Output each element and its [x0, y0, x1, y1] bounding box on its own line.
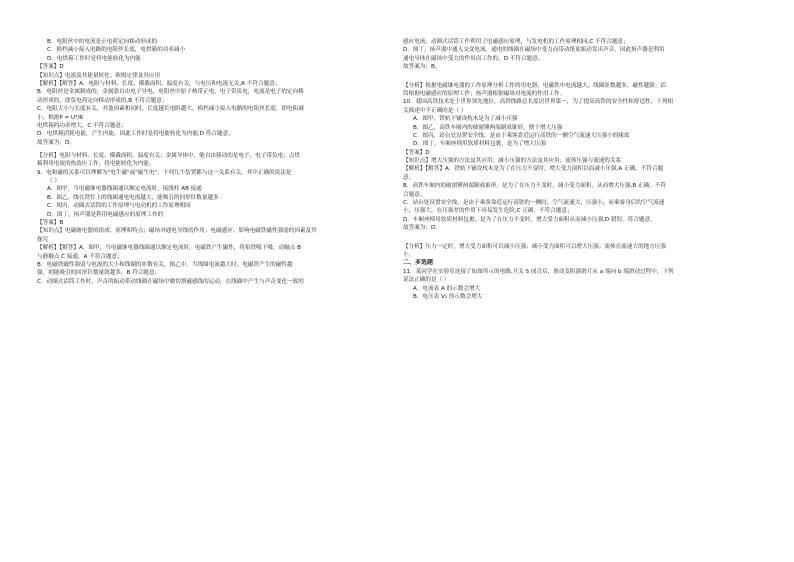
text-line: A．电流表 A 的示数会增大 — [413, 285, 481, 292]
text-line: 故答案为：B。 — [403, 64, 441, 71]
text-line: 动形成的，即负电荷定向移动形成的,B 不符合题意； — [37, 97, 168, 104]
text-line: 【分析】根据电磁继电器的工作原理分析工作的用电器；电磁铁中电流越大，线圈匝数越多，磁性越强；话 — [403, 82, 666, 89]
text-line: 【答案】B — [37, 220, 64, 226]
text-line: 【解析】【解答】A．铁轨下铺设枕木是为了在压力不变时，增大受力面积以而减小压强,A 正确，不符合题 — [403, 166, 664, 173]
text-line: C．站台处设置安全线，是由于乘客靠近运行高铁的一侧时，空气流速大，压强小，而乘客身后的空气流速 — [403, 200, 665, 207]
text-line: D．图丁，扬声器是利用电磁感应的原理工作的 — [47, 211, 164, 218]
right-column — [403, 38, 753, 301]
text-line: C．图丙，站台处设置安全线，是由于乘客靠近运行高铁的一侧空气流速大压强小的缘故 — [413, 132, 630, 139]
text-line: （ ） — [47, 178, 60, 185]
text-line: 小。 — [403, 251, 415, 258]
text-line: A．图甲，铁轨下铺设枕木是为了减小压强 — [413, 116, 518, 123]
text-line: B．电阻丝中的电流是正电荷定向移动形成的 — [47, 39, 158, 45]
text-line: 【答案】D — [37, 64, 64, 71]
text-line: 合题意； — [403, 191, 426, 198]
text-line: 故答案为：D。 — [37, 139, 75, 146]
text-line: 探究 — [37, 236, 49, 243]
text-line: C．电阻大小与长度有关，其他因素相同时，长度越长电阻越大，换档减小接入电路的电阻丝长度，即电阻减 — [37, 106, 304, 113]
text-line: 说法正确的是（ ） — [403, 277, 450, 284]
text-line: B．高铁车厢内的破窗锤两端制成锥形，是为了在压力不变时，减小受力面积，从而增大压强,B 正确，不符 — [403, 183, 666, 190]
text-line: 【分析】压力一定时，增大受力面积可以减小压强；减小受力面积可以增大压强；流体在流速大的地方压强 — [403, 243, 666, 250]
text-line: C．图丙，动圈式话筒的工作原理与电动机的工作原理相同 — [47, 203, 191, 210]
text-line: C．动圈式话筒工作时，声音的振动带动线圈在磁场中做切割磁感线的运动，在线圈中产生与声音变化一致的 — [37, 278, 304, 285]
text-line: 意； — [403, 174, 415, 181]
text-line: 小，根据P = U²/R — [37, 114, 84, 121]
text-line: 与静触点 C 接通，A 不符合题意； — [37, 253, 123, 260]
text-line: 通电导体在磁场中受力的作用而工作的，D 不符合题意。 — [403, 55, 544, 62]
text-line: 【解析】【解答】A．图甲，当电磁继电器线圈通以额定电流时，电磁铁产生磁性，将衔铁吸下吸，动触点 B — [37, 245, 301, 252]
text-line: 10．我国高铁技术处于世界领先地位，高铁线路总长度居世界第一，为了提高高铁的安全性和舒适性，下列相 — [403, 99, 674, 106]
text-line: D．电烘箱消耗电能，产生内能，因此工作时是将电能转化为内能,D 符合题意。 — [37, 131, 234, 138]
text-line: B．电压表 V₂ 的示数会增大 — [413, 293, 483, 300]
text-line: 【知识点】电磁继电器的组成、原理和特点；磁场对通电导线的作用；电磁感应；影响电磁铁磁性强弱的因素及其 — [37, 228, 317, 235]
text-line: 小，压强大，在压强差的作用下容易发生危险,C 正确，不符合题意； — [403, 208, 573, 215]
text-line: 感应电流，动圈式话筒工作利用了电磁感应原理，与发电机的工作原理相同,C 不符合题意； — [403, 39, 629, 45]
text-line: B．电阻丝是金属制成的，金属靠自由电子导电，电阻丝中原子核带正电，电子带负电，电流是电子的定向移 — [37, 89, 304, 96]
text-line: C．换档减小接入电路的电阻丝长度，电烘箱的功率减小 — [47, 47, 186, 54]
text-line: 电烘箱的功率增大，C 不符合题意； — [37, 122, 127, 129]
text-line: B．图乙，线在铁钉上的线圈通电电流越大，能吸引的回形针数量越多 — [47, 194, 219, 201]
text-line: 【答案】D — [403, 149, 430, 156]
text-line: 关描述中不正确的是（ ） — [403, 107, 467, 114]
text-line: 【知识点】电流及其能量转化；欧姆定律及其应用 — [37, 72, 161, 79]
text-line: 筒根据电磁感应的原理工作；扬声器根据磁场对电流的作用工作。 — [403, 90, 566, 97]
text-line: B．电磁铁磁性强弱与电流的大小和线圈的匝数有关，图乙中，当线圈电流越大时，电磁铁产生的磁性越 — [37, 261, 293, 268]
text-line: D．图丁，扬声器中通入交变电流，通电的线圈在磁场中受力而带动纸盆振动发出声音，因此扬声器是利用 — [403, 47, 665, 54]
text-line: 强，则能吸引的回形针数量就越多，B 符合题意； — [37, 270, 161, 277]
text-line: B．图乙，高铁车厢内的破窗锤两端制成锥形，便于增大压强 — [413, 124, 563, 131]
text-line: 【分析】电阻与材料、长度、横截面积、温度有关；金属导体中，能自由移动的是电子，电子带负电；点烘 — [37, 152, 300, 159]
section-heading: 二、多选题 — [403, 259, 434, 267]
text-line: D．电烘箱工作时是将电能转化为内能 — [47, 55, 141, 62]
text-line: 故答案为：D。 — [403, 225, 441, 232]
text-line: 9．电和磁的关系可以理解为"电生磁"或"磁生电"，下列几个装置都与这一关系有关，其中正确的说法是 — [37, 169, 292, 176]
text-line: D．车厢座椅用软质材料包裹，是为了在压力不变时，增大受力面积从而减小压强,D 错误，符合题意。 — [403, 216, 656, 223]
spacer — [403, 233, 753, 243]
text-line: 【解析】【解答】A．电阻与材料、长度、横截面积、温度有关，与电压和电流无关,A 不符合题意； — [37, 80, 281, 87]
text-line: 11．某同学在实验室连接了如图所示的电路,开关 S 闭合后，滑动变阻器滑片从 a 端向 b 端滑动过程中，下列 — [403, 268, 674, 275]
text-line: 【知识点】增大压强的方法及其应用；减小压强的方法及其应用；流体压强与流速的关系 — [403, 158, 622, 165]
text-line: D．图丁，车厢座椅用软质材料包裹，是为了增大压强 — [413, 141, 546, 148]
left-column — [37, 38, 387, 286]
text-line: 箱利用电流的热效应工作，将电能转化为内能。 — [37, 161, 155, 168]
text-line: A．图甲，当电磁继电器线圈通以额定电流时，接线柱 AB 接通 — [47, 186, 202, 193]
spacer — [403, 72, 753, 82]
